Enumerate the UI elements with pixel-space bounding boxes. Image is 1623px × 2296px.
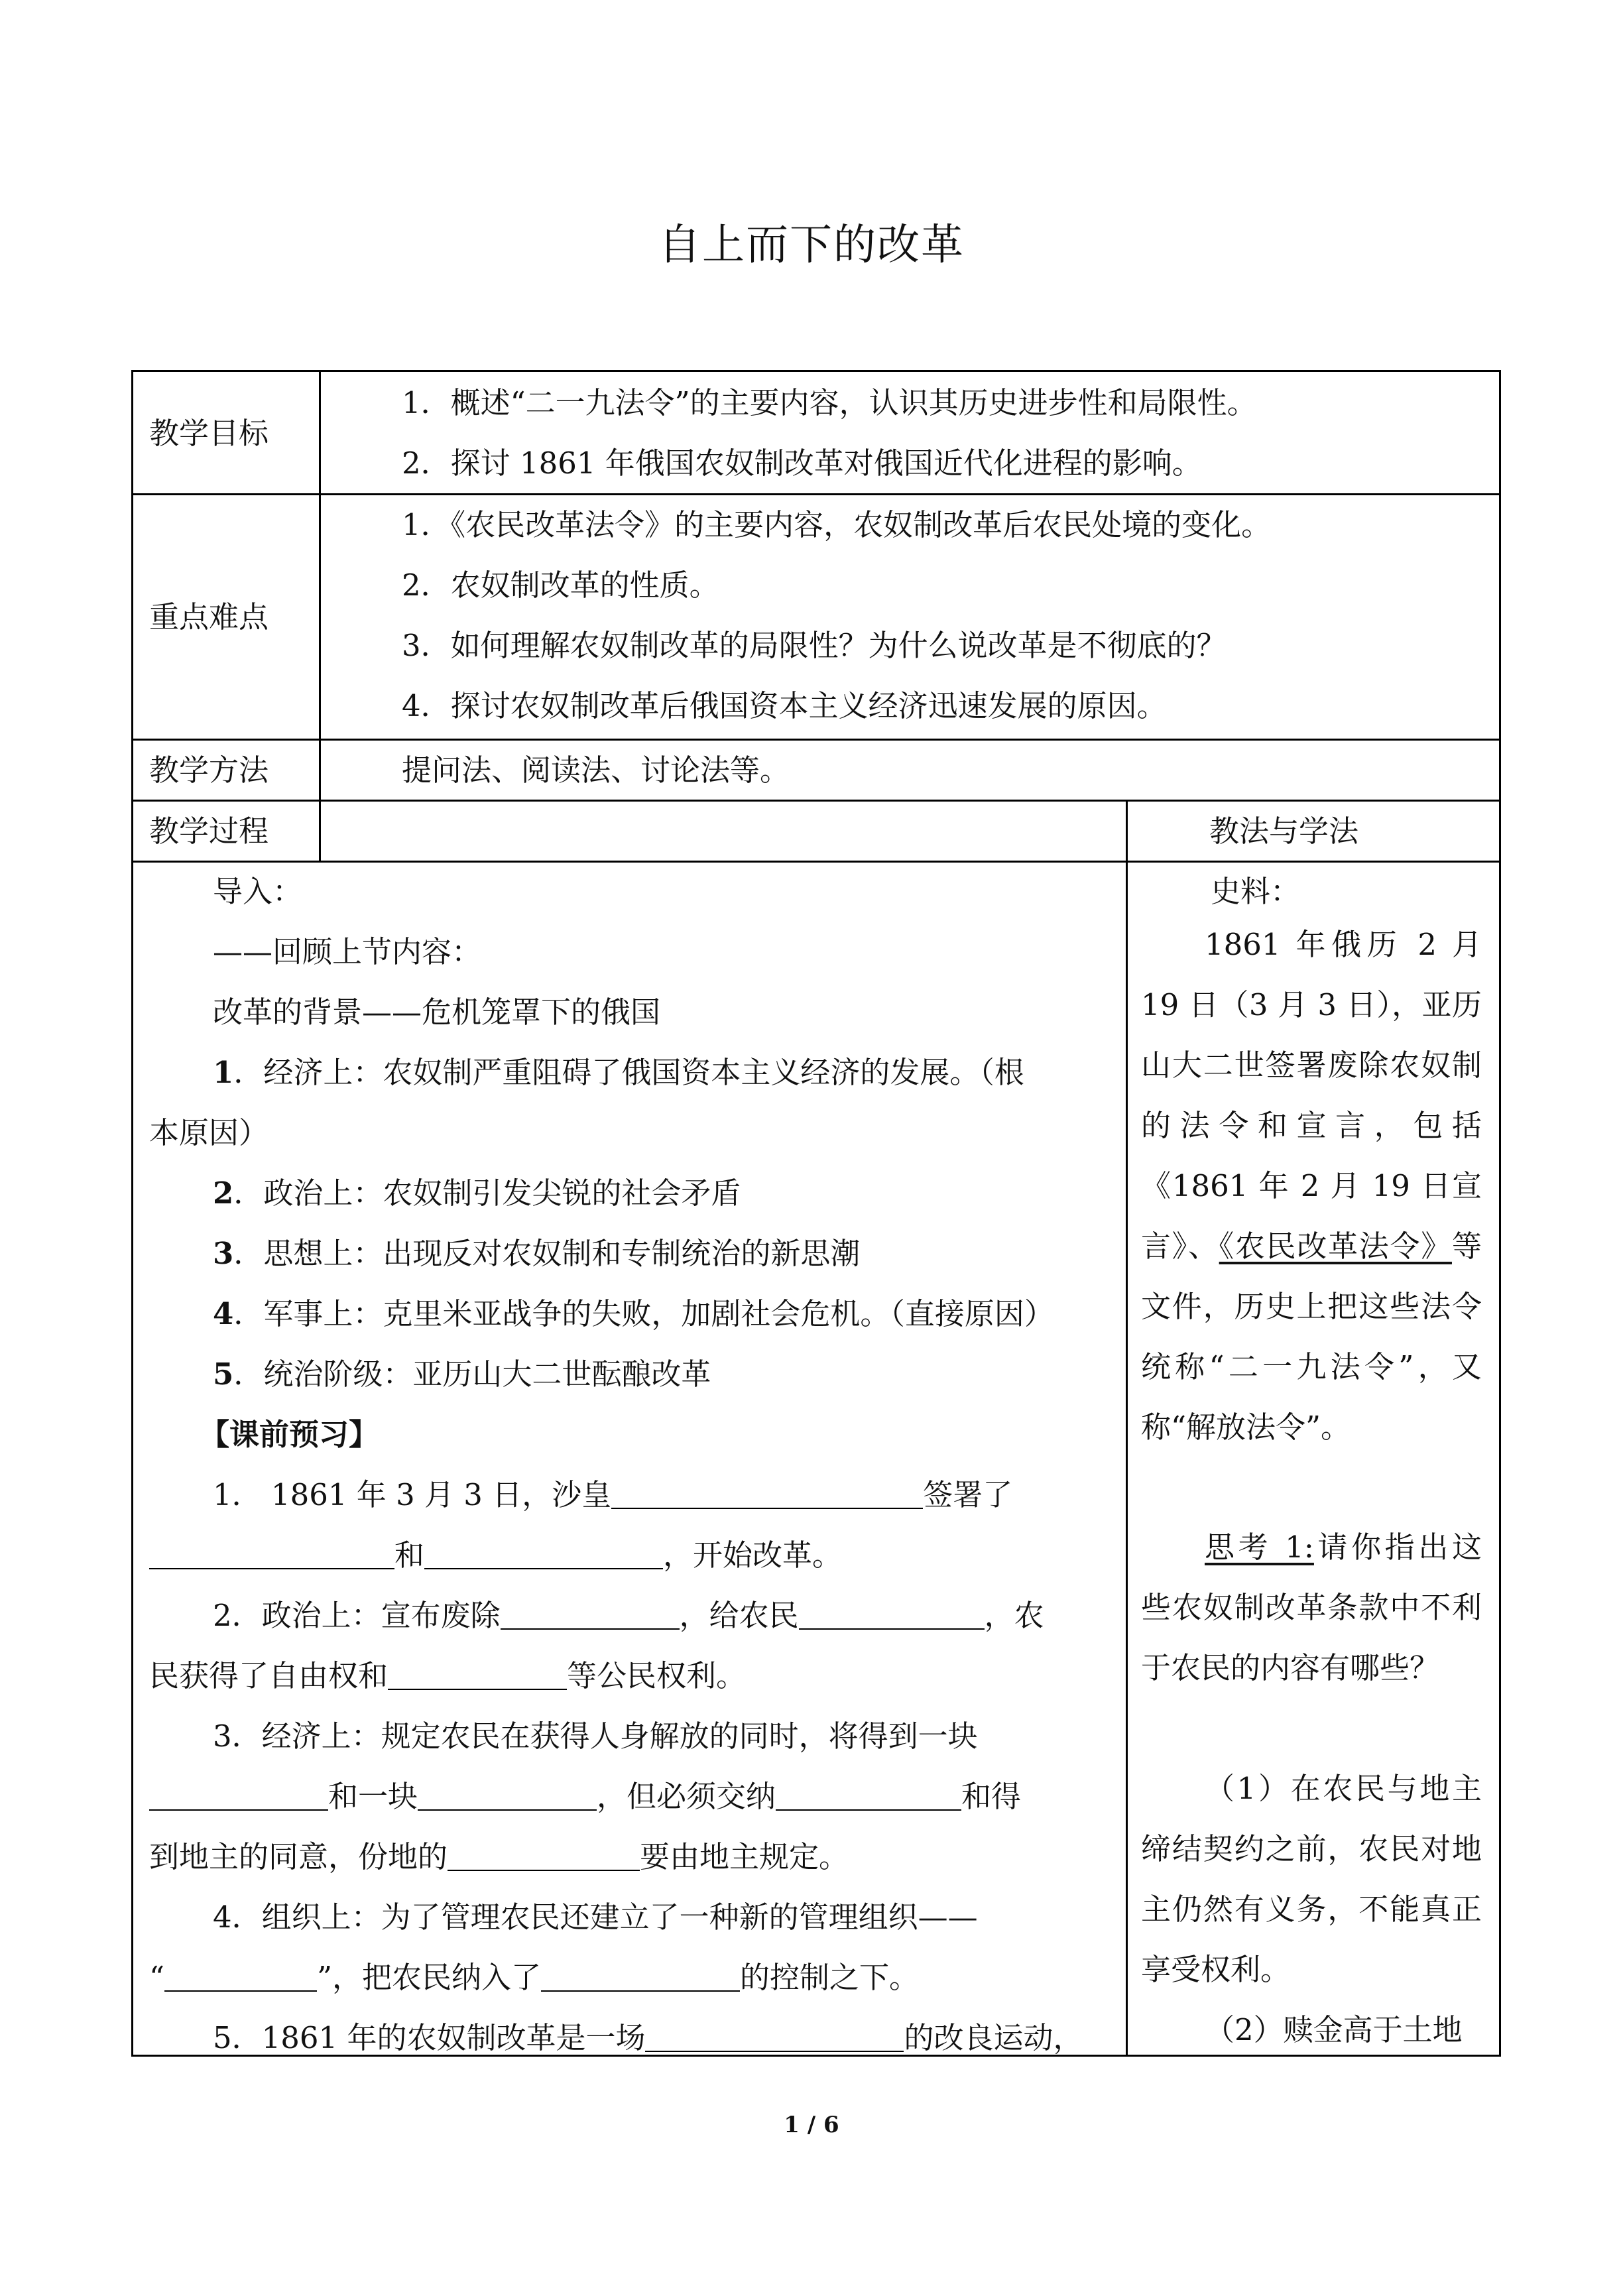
answer-blank[interactable]	[149, 1780, 328, 1811]
background-item: 4．军事上：克里米亚战争的失败，加剧社会危机。（直接原因）	[213, 1296, 1054, 1331]
preview-question-1: 1． 1861 年 3 月 3 日，沙皇 签署了	[213, 1477, 1013, 1512]
answer-blank[interactable]	[149, 1539, 394, 1569]
preview-question-1-continued: 和 ，开始改革。	[149, 1536, 842, 1575]
source-label: 史料：	[1211, 874, 1301, 909]
preview-question-5: 5．1861 年的农奴制改革是一场 的改良运动，	[213, 2020, 1083, 2055]
page-number: 1 / 6	[784, 2112, 839, 2138]
preview-question-3: 3．经济上：规定农民在获得人身解放的同时，将得到一块	[213, 1719, 978, 1754]
answer-blank[interactable]	[388, 1660, 567, 1690]
objective-item: 1．概述“二一九法令”的主要内容，认识其历史进步性和局限性。	[402, 385, 1257, 420]
column-divider	[1126, 800, 1128, 2057]
answer-blank[interactable]	[799, 1599, 985, 1630]
methods-value: 提问法、阅读法、讨论法等。	[402, 753, 790, 788]
preview-question-4: 4．组织上：为了管理农民还建立了一种新的管理组织——	[213, 1900, 978, 1935]
preview-question-4-continued: “ ”，把农民纳入了 的控制之下。	[149, 1960, 920, 1995]
intro-label: 导入：	[213, 874, 303, 909]
row-divider	[133, 739, 1499, 741]
objective-item: 2．探讨 1861 年俄国农奴制改革对俄国近代化进程的影响。	[402, 446, 1202, 481]
key-point-item: 4．探讨农奴制改革后俄国资本主义经济迅速发展的原因。	[402, 688, 1167, 723]
preview-question-3-continued: 和一块 ，但必须交纳 和得	[149, 1777, 1021, 1817]
preview-question-2: 2．政治上：宣布废除 ，给农民 ，农	[213, 1598, 1044, 1633]
process-label: 教学过程	[149, 814, 269, 849]
methods-label: 教学方法	[149, 753, 269, 788]
background-item: 1．经济上：农奴制严重阻碍了俄国资本主义经济的发展。（根	[213, 1055, 1024, 1090]
background-item: 3．思想上：出现反对农奴制和专制统治的新思潮	[213, 1236, 861, 1271]
row-divider	[133, 800, 1499, 802]
preview-question-3-continued: 到地主的同意，份地的 要由地主规定。	[149, 1839, 849, 1874]
answer-blank[interactable]	[776, 1780, 961, 1811]
answer-blank[interactable]	[448, 1841, 640, 1871]
answer-blank[interactable]	[645, 2022, 904, 2052]
key-point-item: 1．《农民改革法令》的主要内容，农奴制改革后农民处境的变化。	[402, 507, 1272, 542]
key-points-label: 重点难点	[149, 599, 269, 634]
row-divider	[133, 493, 1499, 495]
review-line: ——回顾上节内容：	[213, 934, 482, 969]
answer-blank[interactable]	[611, 1479, 923, 1509]
think-answer-1: （1）在农民与地主缔结契约之前，农民对地主仍然有义务，不能真正享受权利。	[1141, 1771, 1482, 1987]
think-question: 思考 1:请你指出这些农奴制改革条款中不利于农民的内容有哪些？	[1141, 1530, 1482, 1685]
right-column-header: 教法与学法	[1209, 814, 1359, 849]
answer-blank[interactable]	[164, 1961, 317, 1992]
answer-blank[interactable]	[424, 1539, 663, 1569]
key-point-item: 2．农奴制改革的性质。	[402, 568, 719, 603]
objectives-label: 教学目标	[149, 416, 269, 451]
key-point-item: 3．如何理解农奴制改革的局限性？为什么说改革是不彻底的？	[402, 628, 1227, 663]
column-divider	[319, 372, 321, 861]
answer-blank[interactable]	[418, 1780, 597, 1811]
answer-blank[interactable]	[541, 1961, 740, 1992]
think-answer-2: （2）赎金高于土地	[1205, 2012, 1463, 2047]
background-item: 5．统治阶级：亚历山大二世酝酿改革	[213, 1357, 711, 1392]
background-heading: 改革的背景——危机笼罩下的俄国	[213, 995, 661, 1030]
page-title: 自上而下的改革	[658, 221, 965, 270]
background-item: 2．政治上：农奴制引发尖锐的社会矛盾	[213, 1176, 741, 1211]
preview-heading: 【课前预习】	[200, 1417, 379, 1452]
source-text: 1861 年俄历 2 月 19 日（3 月 3 日），亚历山大二世签署废除农奴制的法令和宣言，包括《1861 年 2 月 19 日宣言》、《农民改革法令》等文件，历史上把这些法令统称“二一九法令”，又称“解放法令”。	[1141, 927, 1482, 1445]
background-item-continued: 本原因）	[149, 1115, 269, 1150]
lesson-plan-table	[131, 370, 1501, 2057]
law-name-link: 《农民改革法令》	[1219, 1229, 1452, 1264]
answer-blank[interactable]	[501, 1599, 680, 1630]
preview-question-2-continued: 民获得了自由权和 等公民权利。	[149, 1658, 747, 1693]
row-divider	[133, 861, 1499, 863]
